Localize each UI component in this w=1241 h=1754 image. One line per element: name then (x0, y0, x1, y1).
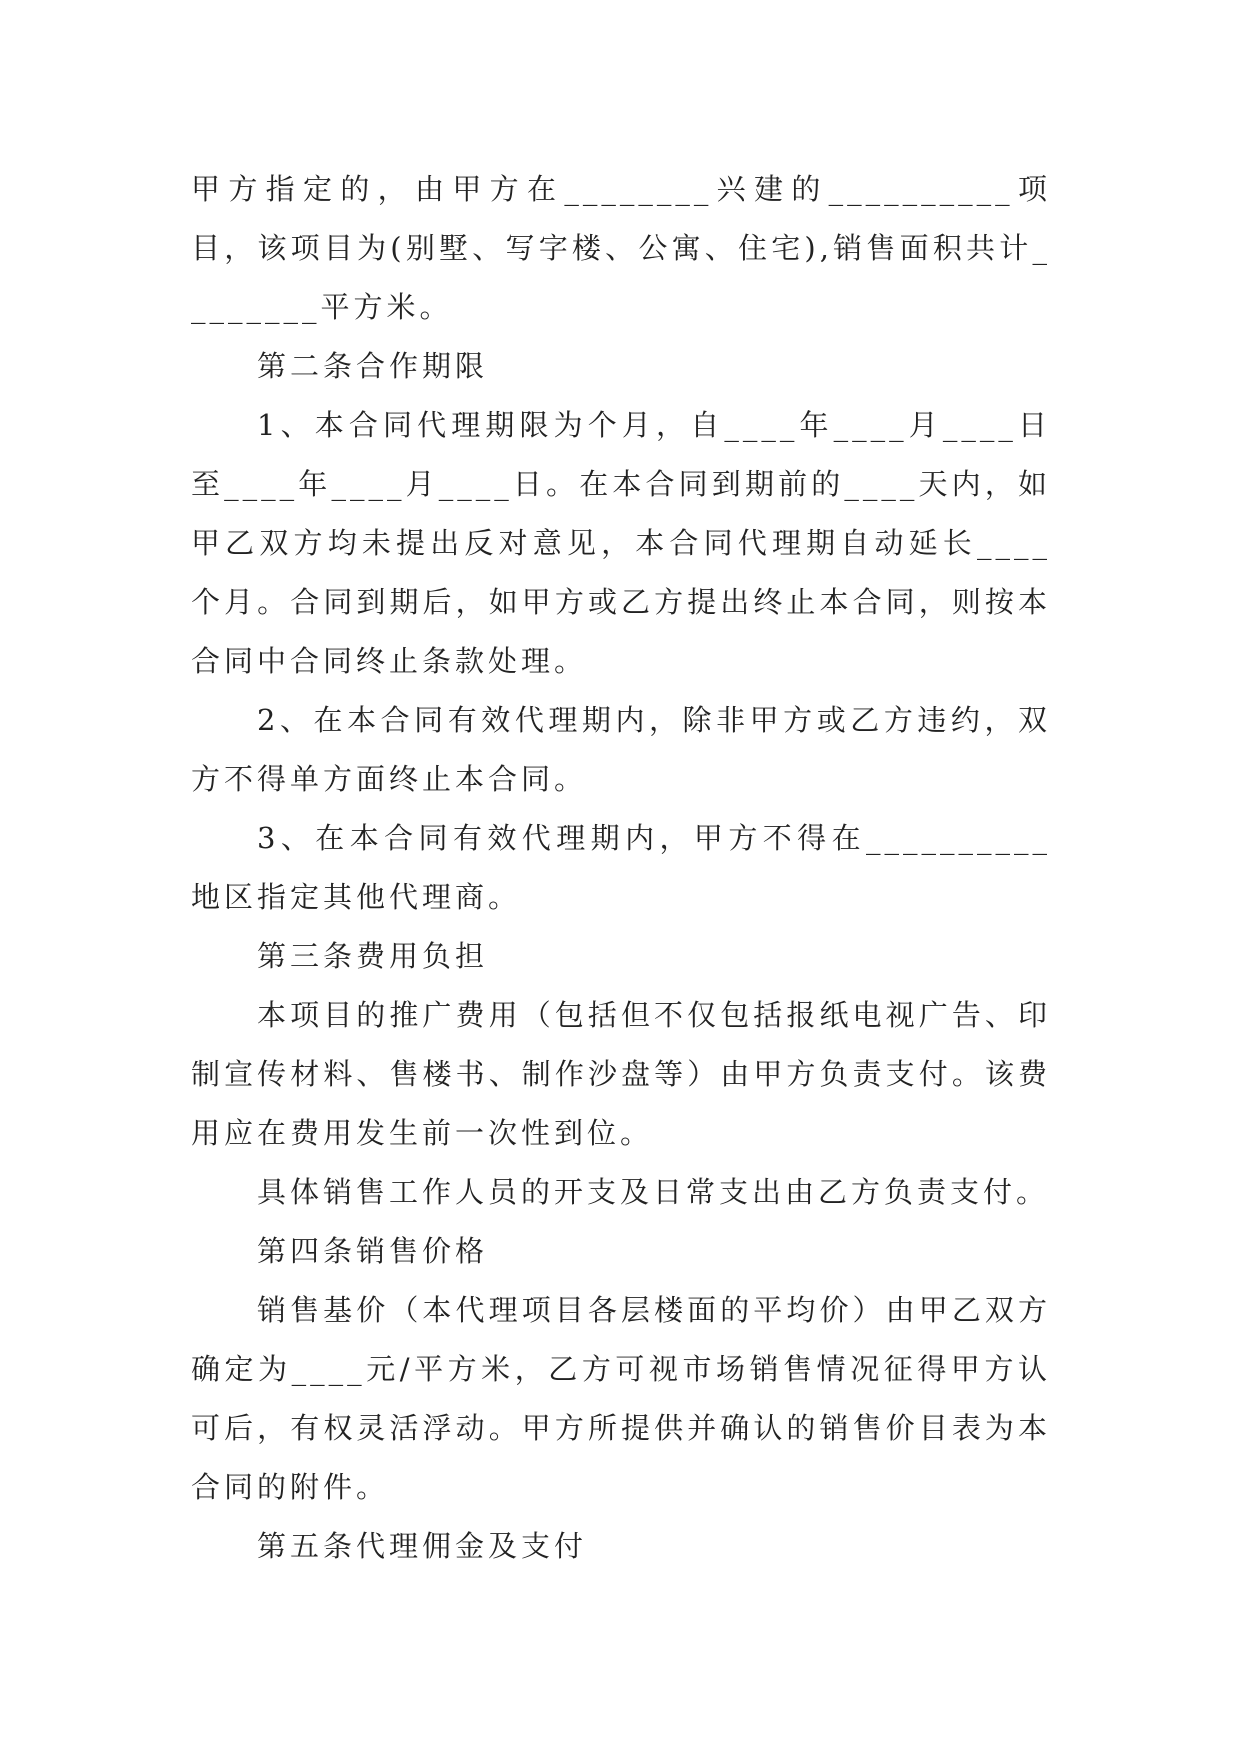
document-body (191, 160, 1051, 1576)
paragraph-term-clause-2: 2、在本合同有效代理期内，除非甲方或乙方违约，双方不得单方面终止本合同。 (191, 703, 1051, 796)
section-heading-price: 第四条销售价格 (257, 1234, 489, 1268)
section-heading-commission: 第五条代理佣金及支付 (257, 1529, 588, 1563)
paragraph-term-clause-3: 3、在本合同有效代理期内，甲方不得在__________地区指定其他代理商。 (191, 821, 1051, 914)
section-heading-term: 第二条合作期限 (257, 349, 489, 383)
paragraph-term-clause-1: 1、本合同代理期限为个月，自____年____月____日至____年____月____日。在本合同到期前的____天内，如甲乙双方均未提出反对意见，本合同代理期自动延长____个月。合同到期后，如甲方或乙方提出终止本合同，则按本合同中合同终止条款处理。 (191, 408, 1051, 678)
section-heading-costs: 第三条费用负担 (257, 939, 489, 973)
paragraph-project-scope: 甲方指定的，由甲方在________兴建的__________项目，该项目为(别墅、写字楼、公寓、住宅),销售面积共计________平方米。 (191, 172, 1051, 324)
paragraph-base-price: 销售基价（本代理项目各层楼面的平均价）由甲乙双方确定为____元/平方米，乙方可视市场销售情况征得甲方认可后，有权灵活浮动。甲方所提供并确认的销售价目表为本合同的附件。 (191, 1293, 1051, 1504)
paragraph-staff-costs: 具体销售工作人员的开支及日常支出由乙方负责支付。 (257, 1175, 1050, 1209)
paragraph-promotion-costs: 本项目的推广费用（包括但不仅包括报纸电视广告、印制宣传材料、售楼书、制作沙盘等）由甲方负责支付。该费用应在费用发生前一次性到位。 (191, 998, 1051, 1150)
